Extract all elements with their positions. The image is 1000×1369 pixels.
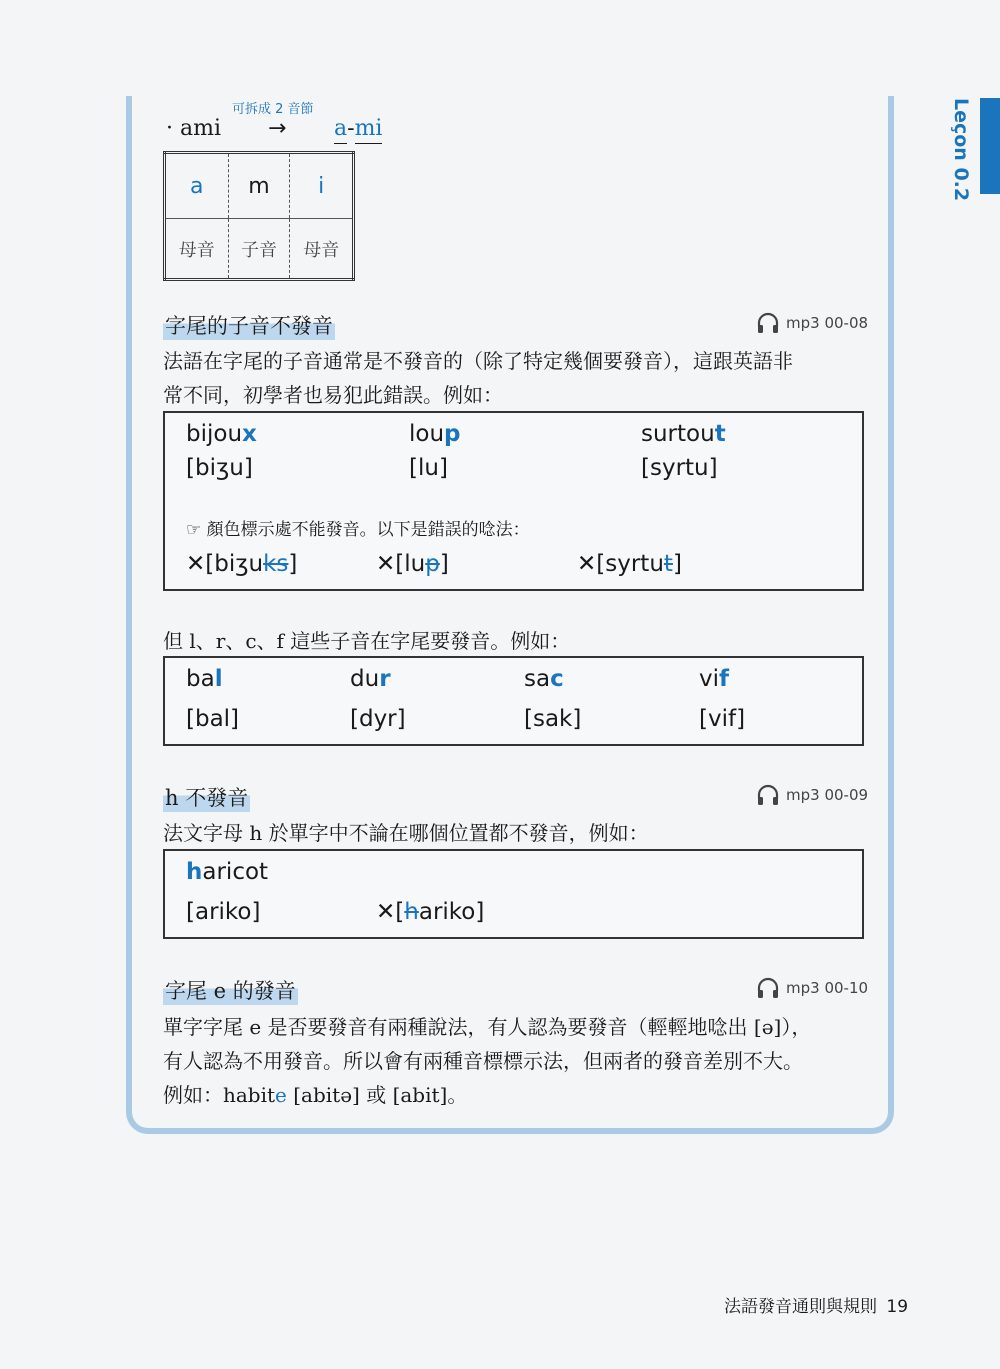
headphones-icon [756,312,780,334]
section4-line2: 有人認為不用發音。所以會有兩種音標標示法，但兩者的發音差別不大。 [163,1049,803,1073]
label-vowel-2: 母音 [290,219,354,280]
letter-m: m [228,153,290,219]
split-a: a [334,116,347,144]
ipa-bijoux: [biʒu] [186,455,253,481]
section3-text: 法文字母 h 於單字中不論在哪個位置都不發音，例如： [163,821,649,845]
syllable-hint: 可拆成 2 音節 [232,102,314,117]
section2-intro: 但 l、r、c、f 這些子音在字尾要發音。例如： [163,629,571,653]
wrong-mark-icon: ✕ [186,551,206,577]
mp3-track-0008[interactable] [756,312,868,334]
page-number: 19 [886,1297,909,1317]
ami-split [334,116,382,141]
wrong-bijoux: ✕[biʒuks] [186,551,298,577]
headphones-icon [756,977,780,999]
wrong-surtout: ✕[syrtut] [577,551,682,577]
ipa-bal: [bal] [186,706,240,732]
ami-example [166,116,221,141]
wrong-haricot: ✕[hariko] [376,899,485,925]
headphones-icon [756,784,780,806]
ipa-loup: [lu] [409,455,448,481]
section-title-silent-final: 字尾的子音不發音 [163,310,335,340]
word-bal: bal [186,666,223,692]
wrong-mark-icon: ✕ [376,551,396,577]
word-surtout: surtout [641,421,726,447]
footer-title: 法語發音通則與規則 [724,1297,877,1317]
syllable-table [163,151,355,281]
lesson-tab [980,98,1000,194]
pronounced-final-box [163,656,864,746]
arrow-icon: → [268,116,287,141]
ami-word: ami [180,116,222,141]
section4-line1: 單字字尾 e 是否要發音有兩種說法，有人認為要發音（輕輕地唸出 [ə]）， [163,1015,812,1039]
section1-text-line2: 常不同，初學者也易犯此錯誤。例如： [163,383,503,407]
mp3-track-0009[interactable] [756,784,868,806]
word-bijoux: bijoux [186,421,257,447]
ipa-dur: [dyr] [350,706,406,732]
ipa-vif: [vif] [699,706,746,732]
silent-h-box [163,849,864,939]
split-hyphen: - [347,116,355,141]
mp3-label: mp3 00-10 [786,979,869,997]
bullet: · [166,116,173,141]
section1-text-line1: 法語在字尾的子音通常是不發音的（除了特定幾個要發音），這跟英語非 [163,349,793,373]
label-vowel-1: 母音 [165,219,229,280]
ipa-haricot: [ariko] [186,899,261,925]
section-title-final-e: 字尾 e 的發音 [163,975,298,1005]
lesson-label: Leçon 0.2 [950,98,972,202]
wrong-mark-icon: ✕ [376,899,396,925]
letter-i: i [290,153,354,219]
word-vif: vif [699,666,730,692]
section4-line3: 例如：habite [abitə] 或 [abit]。 [163,1083,468,1107]
wrong-loup: ✕[lup] [376,551,449,577]
page-footer [724,1292,908,1317]
split-mi: mi [355,116,383,144]
label-consonant: 子音 [228,219,290,280]
word-dur: dur [350,666,391,692]
ipa-surtout: [syrtu] [641,455,718,481]
mp3-label: mp3 00-08 [786,314,869,332]
colored-silent-note: ☞ 顏色標示處不能發音。以下是錯誤的唸法： [186,520,530,540]
word-sac: sac [524,666,564,692]
section-title-silent-h: h 不發音 [163,782,250,812]
ipa-sac: [sak] [524,706,582,732]
mp3-track-0010[interactable] [756,977,868,999]
word-loup: loup [409,421,461,447]
wrong-mark-icon: ✕ [577,551,597,577]
letter-a: a [165,153,229,219]
mp3-label: mp3 00-09 [786,786,869,804]
silent-final-examples-box [163,411,864,591]
word-haricot: haricot [186,859,269,885]
